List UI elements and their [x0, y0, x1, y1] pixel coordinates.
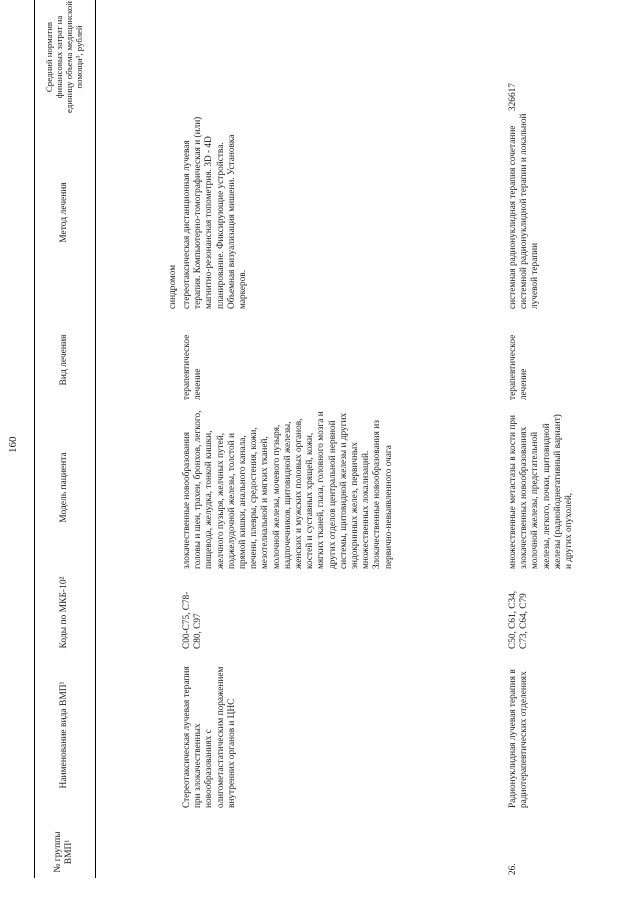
header-top-rule: [34, 0, 35, 878]
treatment-method-cell: стереотаксическая дистанционная лучевая терапия. Компьютерно-томографическая и (или) магнитно-резонансная топометрия. 3D - 4D планирование. Фиксирующие устройства. Объемная визуализация мишени. Установка маркеров.: [182, 116, 249, 309]
treatment-method-cell: системная радионуклидная терапия сочетание системной радионуклидной терапии и локальной лучевой терапии: [508, 113, 541, 309]
treatment-type-cell: терапевтическое лечение: [182, 334, 204, 400]
patient-model-cell: злокачественные новообразования головы и шеи, трахеи, бронхов, легкого, пищевода, желудка, тонкой кишки, желчного пузыря, желчных путей, поджелудочной железы, толстой и прямой кишки, анального канала, печени, плевры, средостения, кожи, мезотелиальной и мягких тканей, молочной железы, мочевого пузыря, надпочечников, щитовидной железы, женских и мужских половых органов, костей и суставных хрящей, кожи, мягких тканей, глаза, головного мозга и других отделов центральной нервной системы, щитовидной железы и других эндокринных желез, первичных множественных локализаций. Злокачественные новообразования из первично-невыявленного очага: [182, 410, 394, 569]
method-continuation-cell: синдромом: [168, 264, 178, 309]
icd-codes-cell: С50, С61, С34, С73, С64, С79: [508, 590, 530, 649]
vmp-name-cell: Радионуклидная лучевая терапия в радиотерапевтических отделениях: [508, 669, 530, 808]
col-header-treatment-type: Вид лечения: [58, 334, 69, 386]
treatment-type-cell: терапевтическое лечение: [508, 334, 530, 400]
col-header-cost-norm: Средний норматив финансовых затрат на единицу объема медицинской помощи³, рублей: [44, 1, 84, 113]
col-header-vmp-name: Наименование вида ВМП¹: [58, 681, 69, 789]
col-header-treatment-method: Метод лечения: [58, 182, 69, 243]
patient-model-cell: множественные метастазы в кости при злокачественных новообразованиях молочной железы, предстательной железы, легкого, почки, щитовидной железы (радиойоднегативный вариант) и других опухолей,: [508, 414, 575, 569]
page-number: 160: [7, 436, 19, 453]
col-header-icd-codes: Коды по МКБ-10²: [58, 576, 69, 649]
icd-codes-cell: С00-С75, С78-С80, С97: [182, 591, 204, 649]
col-header-group-no: № группы ВМП¹: [53, 831, 74, 873]
header-bottom-rule: [95, 0, 96, 878]
vmp-name-cell: Стереотаксическая лучевая терапия при злокачественных новообразованиях с олигометастатическим поражением внутренних органов и ЦНС: [182, 666, 237, 808]
col-header-patient-model: Модель пациента: [58, 452, 69, 523]
cost-cell: 326617: [508, 83, 518, 111]
group-no-cell: 26.: [508, 863, 518, 875]
